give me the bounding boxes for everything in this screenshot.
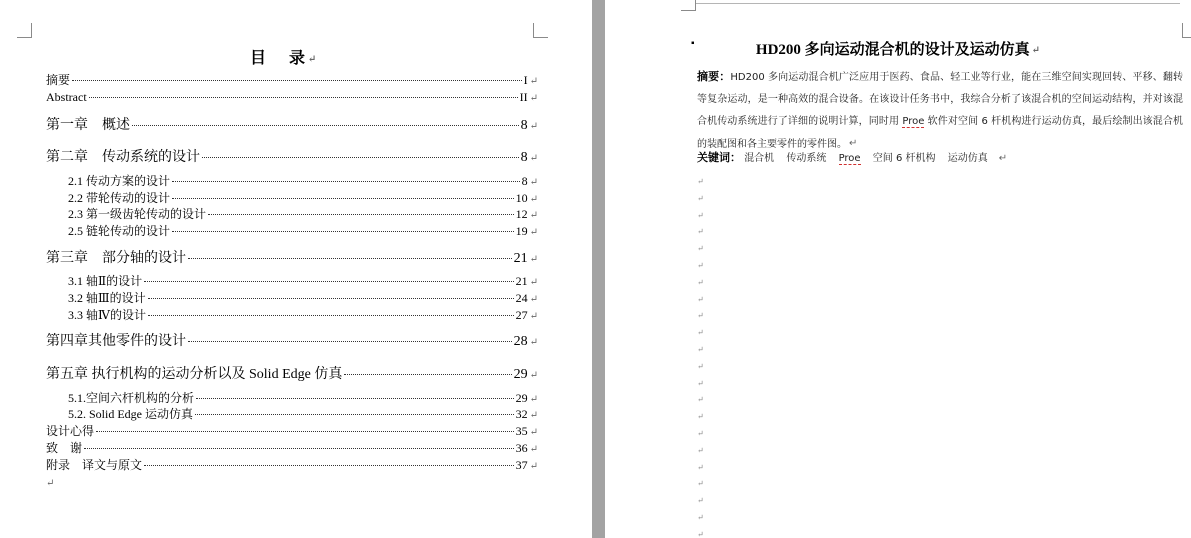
bullet-icon: ▪: [691, 38, 695, 49]
paragraph-mark: ↵: [697, 362, 704, 371]
paragraph-mark: ↵: [697, 395, 704, 404]
paragraph-mark: ↵: [697, 278, 704, 287]
left-page[interactable]: [0, 0, 592, 538]
paragraph-mark: ↵: [697, 295, 704, 304]
toc-entry[interactable]: 3.3 轴Ⅳ的设计 27 ↵: [68, 308, 538, 322]
keyword[interactable]: Proe: [838, 153, 861, 164]
toc-entry[interactable]: 2.3 第一级齿轮传动的设计 12 ↵: [68, 207, 538, 221]
spellcheck-word[interactable]: Proe: [902, 116, 925, 127]
paragraph-mark: ↵: [697, 412, 704, 421]
paragraph-mark: ↵: [697, 211, 704, 220]
toc-entry[interactable]: 2.5 链轮传动的设计 19 ↵: [68, 224, 538, 238]
paragraph-mark: ↵: [697, 177, 704, 186]
toc-entry[interactable]: 2.2 带轮传动的设计 10 ↵: [68, 191, 538, 205]
paragraph-mark: ↵: [697, 311, 704, 320]
toc-entry[interactable]: 附录 译文与原文 37 ↵: [46, 458, 538, 472]
toc-entry[interactable]: Abstract II ↵: [46, 90, 538, 104]
keywords-line[interactable]: 关键词： 混合机 传动系统 Proe 空间 6 杆机构 运动仿真 ↵: [697, 151, 1008, 164]
toc-entry[interactable]: 第一章 概述 8 ↵: [46, 118, 538, 133]
page-gutter: [592, 0, 605, 538]
keyword: 传动系统: [786, 153, 827, 164]
paragraph-mark: ↵: [697, 446, 704, 455]
paragraph-mark: ↵: [697, 496, 704, 505]
paragraph-mark: ↵: [697, 513, 704, 522]
crop-mark-top-left: [681, 0, 696, 11]
toc-title: 目 录 ↵: [250, 50, 318, 67]
right-page[interactable]: [605, 0, 1191, 538]
paragraph-mark: ↵: [697, 261, 704, 270]
paragraph-mark: ↵: [697, 328, 704, 337]
toc-entry[interactable]: 第五章 执行机构的运动分析以及 Solid Edge 仿真 29 ↵: [46, 367, 538, 382]
document-title[interactable]: HD200 多向运动混合机的设计及运动仿真 ↵: [755, 42, 1041, 58]
toc-entry[interactable]: 第二章 传动系统的设计 8 ↵: [46, 150, 538, 165]
toc-entry[interactable]: 3.1 轴Ⅱ的设计 21 ↵: [68, 274, 538, 288]
crop-mark-top-right: [533, 23, 548, 38]
paragraph-mark: ↵: [697, 227, 704, 236]
toc-entry[interactable]: 3.2 轴Ⅲ的设计 24 ↵: [68, 291, 538, 305]
paragraph-mark: ↵: [697, 463, 704, 472]
toc-entry[interactable]: 致 谢 36 ↵: [46, 441, 538, 455]
toc-entry[interactable]: 摘要 I ↵: [46, 73, 538, 87]
abstract-label: 摘要：: [697, 70, 731, 83]
header-rule: [696, 3, 1180, 4]
paragraph-mark: ↵: [46, 478, 55, 489]
toc-entry[interactable]: 设计心得 35 ↵: [46, 424, 538, 438]
keyword: 运动仿真: [947, 153, 988, 164]
keyword: 混合机: [744, 153, 775, 164]
keywords-label: 关键词：: [697, 151, 741, 164]
keyword: 空间 6 杆机构: [872, 153, 936, 164]
paragraph-mark: ↵: [697, 244, 704, 253]
paragraph-mark: ↵: [697, 345, 704, 354]
toc-entry[interactable]: 5.1.空间六杆机构的分析 29 ↵: [68, 391, 538, 405]
paragraph-mark: ↵: [697, 479, 704, 488]
crop-mark-top-left: [17, 23, 32, 38]
toc-entry[interactable]: 第四章其他零件的设计 28 ↵: [46, 334, 538, 349]
paragraph-mark: ↵: [697, 194, 704, 203]
toc-entry[interactable]: 第三章 部分轴的设计 21 ↵: [46, 251, 538, 266]
paragraph-mark: ↵: [697, 429, 704, 438]
toc-entry[interactable]: 2.1 传动方案的设计 8 ↵: [68, 174, 538, 188]
paragraph-mark: ↵: [697, 379, 704, 388]
abstract-paragraph[interactable]: 摘要：HD200 多向运动混合机广泛应用于医药、食品、轻工业等行业，能在三维空间实现回转、平移、翻转等复杂运动，是一种高效的混合设备。在该设计任务书中，我综合分析了该混合机的空间运动结构，并对该混合机传动系统进行了详细的说明计算，同时用 Proe 软件对空间 6 杆机构进行运动仿真，最后绘制出该混合机的装配图和各主要零件的零件图。 ↵: [697, 70, 1183, 150]
toc-entry[interactable]: 5.2. Solid Edge 运动仿真 32 ↵: [68, 407, 538, 421]
paragraph-mark: ↵: [697, 530, 704, 538]
crop-mark-top-right: [1182, 23, 1191, 38]
